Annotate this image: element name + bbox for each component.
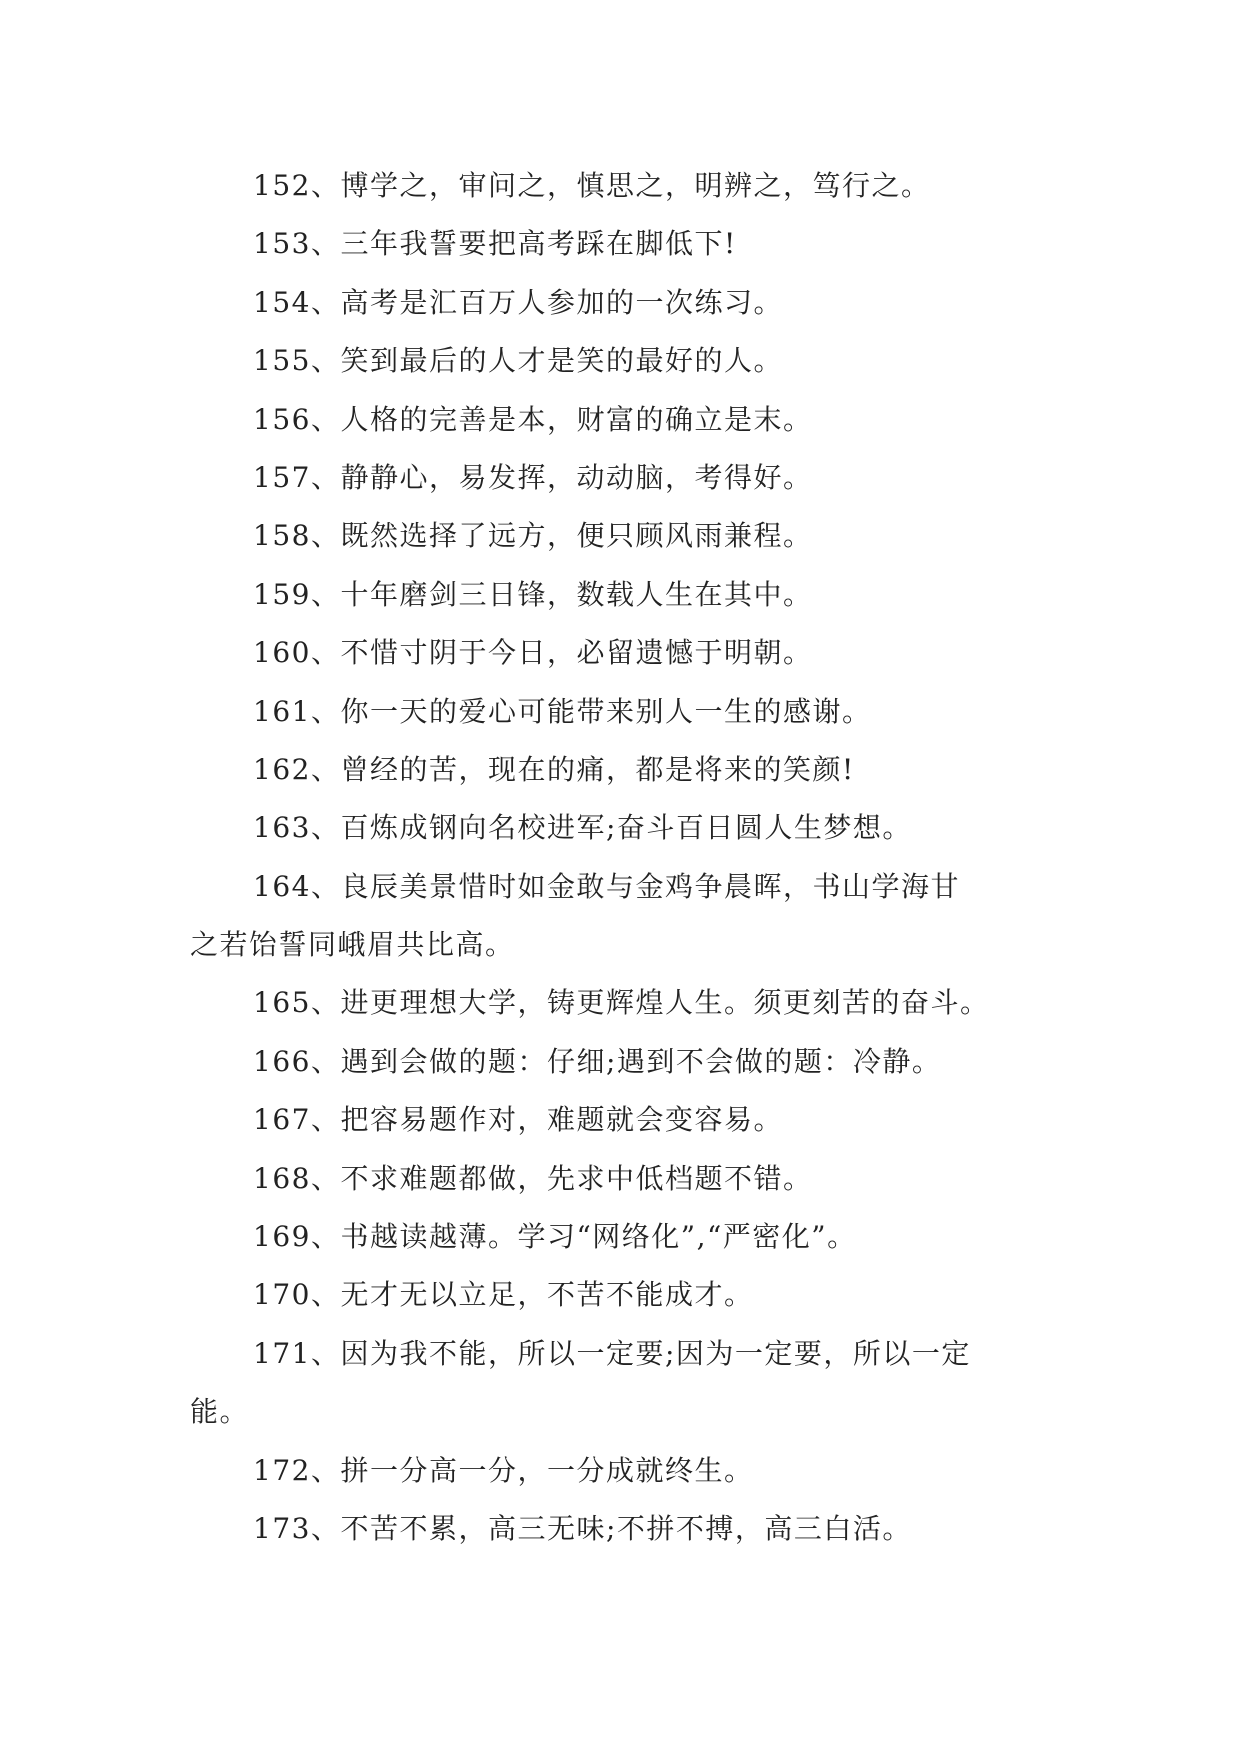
quote-line-161: 161、你一天的爱心可能带来别人一生的感谢。 (253, 694, 872, 728)
quote-line-171-continued: 能。 (190, 1395, 250, 1429)
quote-line-169: 169、书越读越薄。学习“网络化”,“严密化”。 (253, 1220, 857, 1254)
quote-line-163: 163、百炼成钢向名校进军;奋斗百日圆人生梦想。 (253, 811, 912, 845)
quote-line-170: 170、无才无以立足，不苦不能成才。 (253, 1278, 754, 1312)
quote-line-152: 152、博学之，审问之，慎思之，明辨之，笃行之。 (253, 169, 931, 202)
quote-line-154: 154、高考是汇百万人参加的一次练习。 (253, 285, 783, 319)
quote-line-162: 162、曾经的苦，现在的痛，都是将来的笑颜! (253, 752, 855, 786)
quote-line-159: 159、十年磨剑三日锋，数载人生在其中。 (253, 577, 813, 611)
quote-line-156: 156、人格的完善是本，财富的确立是末。 (253, 402, 813, 436)
quote-line-168: 168、不求难题都做，先求中低档题不错。 (253, 1161, 813, 1195)
quote-list (190, 157, 1070, 1558)
quote-line-167: 167、把容易题作对，难题就会变容易。 (253, 1103, 783, 1137)
quote-line-160: 160、不惜寸阴于今日，必留遗憾于明朝。 (253, 636, 813, 670)
quote-line-153: 153、三年我誓要把高考踩在脚低下! (253, 227, 737, 261)
quote-line-155: 155、笑到最后的人才是笑的最好的人。 (253, 344, 783, 378)
quote-line-164-continued: 之若饴誓同峨眉共比高。 (190, 928, 515, 962)
quote-line-157: 157、静静心，易发挥，动动脑，考得好。 (253, 460, 813, 494)
quote-line-164: 164、良辰美景惜时如金敢与金鸡争晨晖，书山学海甘 (253, 869, 960, 903)
quote-line-166: 166、遇到会做的题：仔细;遇到不会做的题：冷静。 (253, 1044, 942, 1078)
quote-line-172: 172、拼一分高一分，一分成就终生。 (253, 1453, 754, 1487)
quote-line-173: 173、不苦不累，高三无味;不拼不搏，高三白活。 (253, 1511, 912, 1545)
quote-line-171: 171、因为我不能，所以一定要;因为一定要，所以一定 (253, 1336, 971, 1370)
quote-line-158: 158、既然选择了远方，便只顾风雨兼程。 (253, 519, 813, 553)
quote-line-165: 165、进更理想大学，铸更辉煌人生。须更刻苦的奋斗。 (253, 986, 990, 1020)
